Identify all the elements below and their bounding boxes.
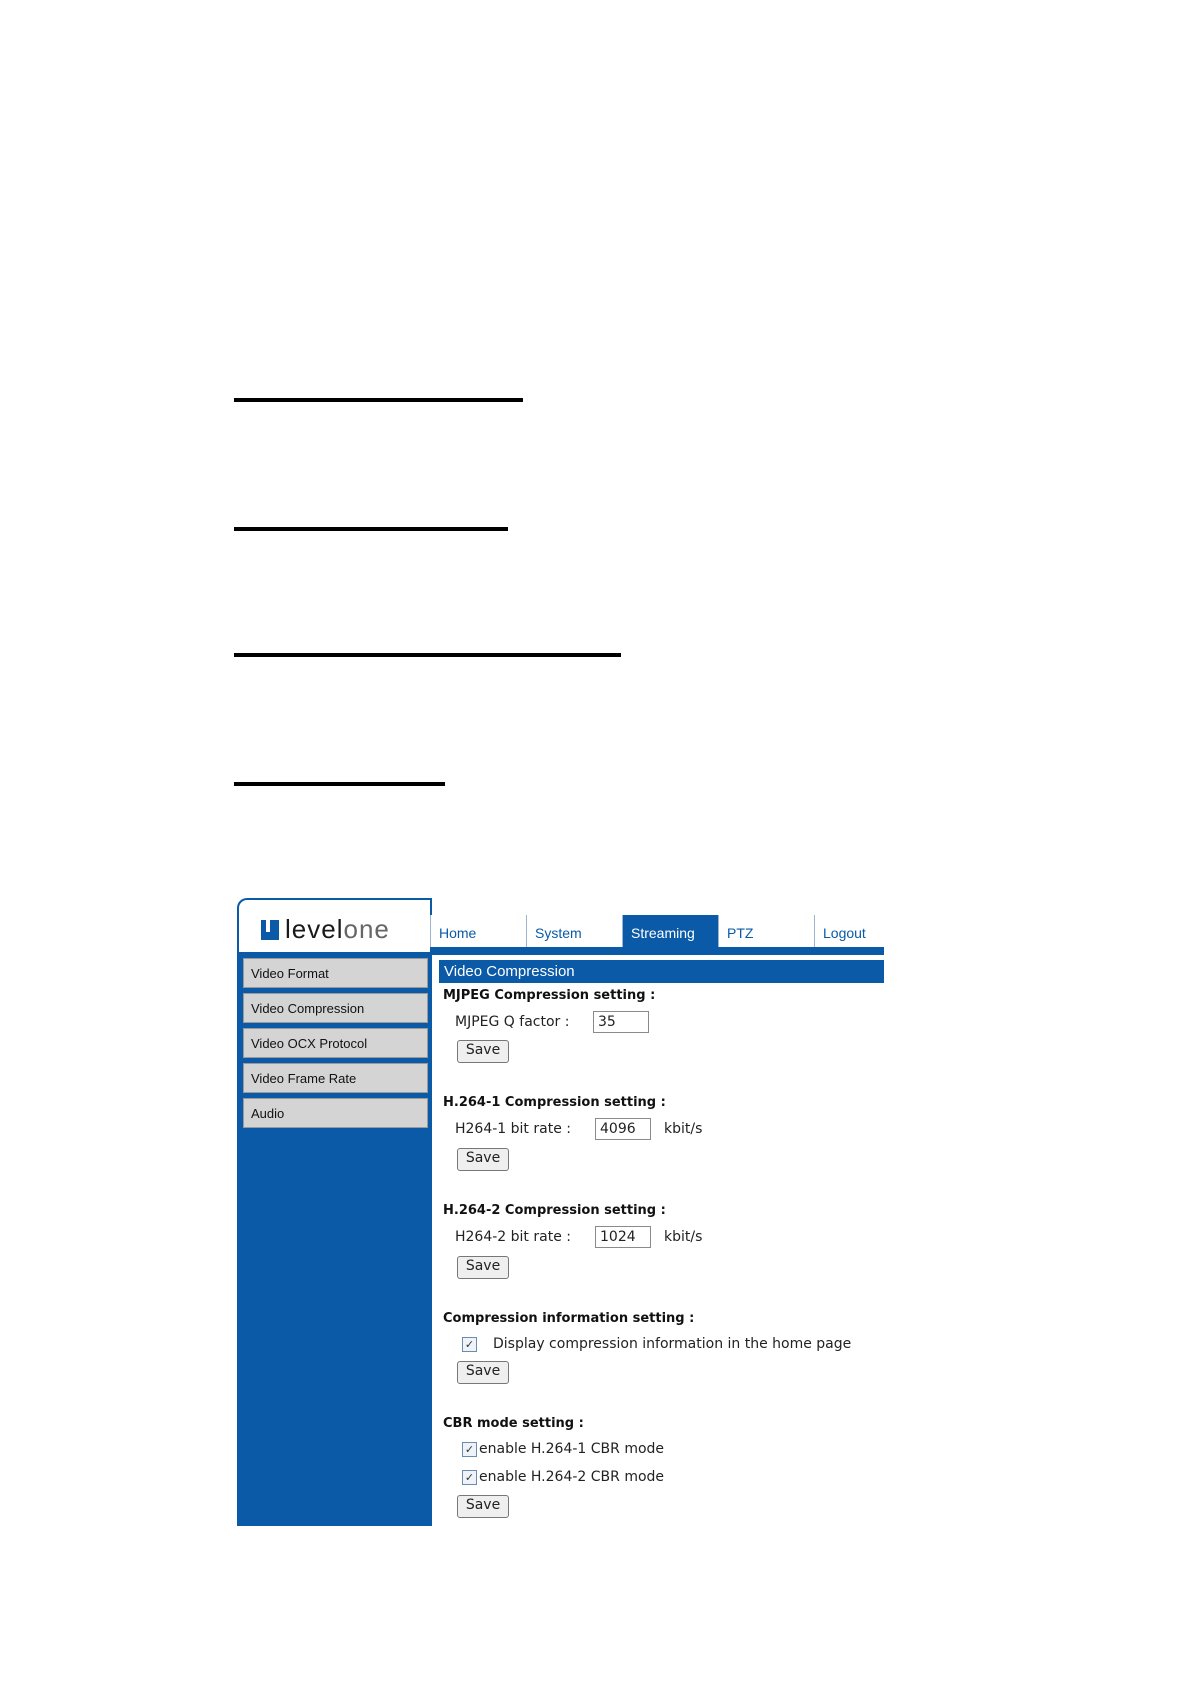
tab-logout[interactable]: Logout (814, 915, 884, 947)
display-info-label: Display compression information in the home page (493, 1336, 852, 1352)
h264-1-unit: kbit/s (664, 1121, 703, 1137)
h264-2-heading: H.264-2 Compression setting : (443, 1203, 666, 1218)
cbr-h264-2-checkbox[interactable]: ✓ (462, 1470, 477, 1485)
heading-underline-4 (234, 782, 445, 786)
tab-home[interactable]: Home (430, 915, 526, 947)
mjpeg-heading: MJPEG Compression setting : (443, 988, 656, 1003)
display-info-checkbox[interactable]: ✓ (462, 1337, 477, 1352)
mjpeg-q-input[interactable]: 35 (593, 1011, 649, 1033)
cbr-h264-2-label: enable H.264-2 CBR mode (479, 1469, 665, 1485)
sidebar-item-video-frame-rate[interactable]: Video Frame Rate (243, 1063, 428, 1093)
cbr-heading: CBR mode setting : (443, 1416, 584, 1431)
tab-ptz[interactable]: PTZ (718, 915, 814, 947)
h264-2-bitrate-label: H264-2 bit rate : (455, 1229, 571, 1245)
logo-tab (237, 898, 432, 952)
page-title: Video Compression (439, 960, 884, 983)
h264-1-heading: H.264-1 Compression setting : (443, 1095, 666, 1110)
h264-1-save-button[interactable]: Save (457, 1148, 509, 1171)
mjpeg-q-label: MJPEG Q factor : (455, 1014, 570, 1030)
sidebar-item-video-ocx-protocol[interactable]: Video OCX Protocol (243, 1028, 428, 1058)
heading-underline-1 (234, 398, 523, 402)
tab-streaming[interactable]: Streaming (622, 915, 718, 947)
camera-web-ui (237, 898, 884, 1526)
sidebar (237, 952, 432, 1526)
sidebar-item-video-compression[interactable]: Video Compression (243, 993, 428, 1023)
levelone-logo-icon (261, 920, 279, 940)
h264-2-bitrate-input[interactable]: 1024 (595, 1226, 651, 1248)
cbr-save-button[interactable]: Save (457, 1495, 509, 1518)
h264-1-bitrate-label: H264-1 bit rate : (455, 1121, 571, 1137)
sidebar-item-video-format[interactable]: Video Format (243, 958, 428, 988)
mjpeg-save-button[interactable]: Save (457, 1040, 509, 1063)
levelone-logo: levelone (261, 914, 390, 945)
top-nav (430, 915, 884, 955)
info-heading: Compression information setting : (443, 1311, 695, 1326)
info-save-button[interactable]: Save (457, 1361, 509, 1384)
heading-underline-3 (234, 653, 621, 657)
sidebar-item-audio[interactable]: Audio (243, 1098, 428, 1128)
h264-2-save-button[interactable]: Save (457, 1256, 509, 1279)
heading-underline-2 (234, 527, 508, 531)
h264-1-bitrate-input[interactable]: 4096 (595, 1118, 651, 1140)
cbr-h264-1-checkbox[interactable]: ✓ (462, 1442, 477, 1457)
tab-system[interactable]: System (526, 915, 622, 947)
h264-2-unit: kbit/s (664, 1229, 703, 1245)
cbr-h264-1-label: enable H.264-1 CBR mode (479, 1441, 665, 1457)
